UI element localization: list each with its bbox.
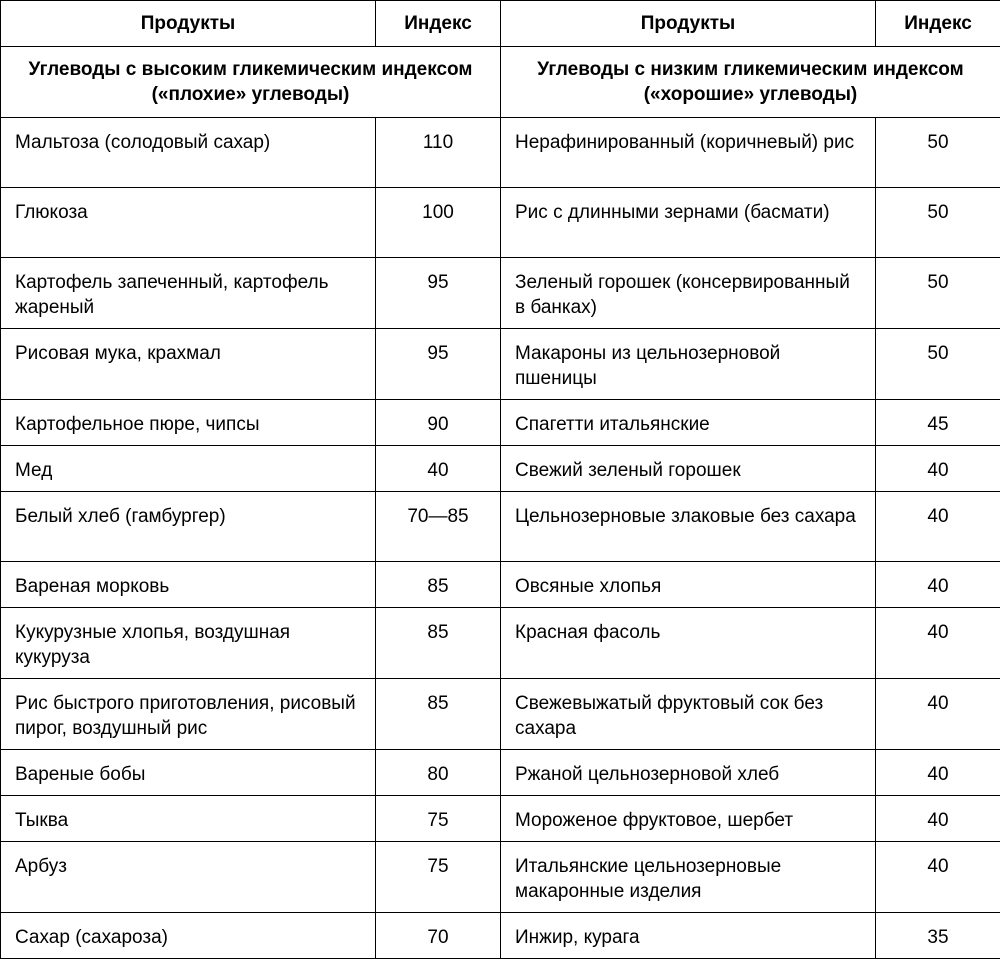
table-row [1,608,1000,679]
section-high-gi: Углеводы с высоким гликемическим индексом («плохие» углеводы) [1,47,501,118]
left-index-cell: 70—85 [376,492,501,562]
table-row [1,796,1000,842]
right-product-cell: Свежий зеленый горошек [501,446,876,492]
header-row [1,1,1000,47]
right-index-cell: 40 [876,679,1000,750]
right-index-cell: 40 [876,446,1000,492]
left-index-cell: 110 [376,118,501,188]
table-row [1,329,1000,400]
left-product-cell: Белый хлеб (гамбургер) [1,492,376,562]
right-product-cell: Мороженое фруктовое, шербет [501,796,876,842]
right-index-cell: 50 [876,329,1000,400]
right-product-cell: Зеленый горошек (консервированный в банках) [501,258,876,329]
table-row [1,750,1000,796]
right-index-cell: 40 [876,796,1000,842]
left-index-cell: 85 [376,608,501,679]
left-product-cell: Рис быстрого приготовления, рисовый пирог, воздушный рис [1,679,376,750]
right-index-cell: 40 [876,750,1000,796]
table-row [1,446,1000,492]
table-row [1,913,1000,959]
section-low-gi: Углеводы с низким гликемическим индексом («хорошие» углеводы) [501,47,1000,118]
left-index-cell: 75 [376,842,501,913]
left-product-cell: Вареная морковь [1,562,376,608]
table-row [1,258,1000,329]
left-index-cell: 85 [376,679,501,750]
col-header-index-left: Индекс [376,1,501,47]
table-row [1,400,1000,446]
col-header-index-right: Индекс [876,1,1000,47]
right-index-cell: 40 [876,842,1000,913]
left-index-cell: 100 [376,188,501,258]
right-index-cell: 45 [876,400,1000,446]
table-row [1,188,1000,258]
right-product-cell: Инжир, курага [501,913,876,959]
right-product-cell: Макароны из цельнозерновой пшеницы [501,329,876,400]
table-row [1,842,1000,913]
section-row [1,47,1000,118]
left-product-cell: Рисовая мука, крахмал [1,329,376,400]
right-product-cell: Нерафинированный (коричневый) рис [501,118,876,188]
left-product-cell: Мальтоза (солодовый сахар) [1,118,376,188]
left-product-cell: Кукурузные хлопья, воздушная кукуруза [1,608,376,679]
right-index-cell: 50 [876,188,1000,258]
right-product-cell: Красная фасоль [501,608,876,679]
right-product-cell: Овсяные хлопья [501,562,876,608]
left-product-cell: Глюкоза [1,188,376,258]
right-index-cell: 40 [876,492,1000,562]
right-product-cell: Ржаной цельнозерновой хлеб [501,750,876,796]
right-index-cell: 50 [876,118,1000,188]
right-product-cell: Рис с длинными зернами (басмати) [501,188,876,258]
col-header-product-right: Продукты [501,1,876,47]
left-product-cell: Картофельное пюре, чипсы [1,400,376,446]
left-product-cell: Вареные бобы [1,750,376,796]
left-index-cell: 85 [376,562,501,608]
left-product-cell: Сахар (сахароза) [1,913,376,959]
left-product-cell: Арбуз [1,842,376,913]
left-product-cell: Тыква [1,796,376,842]
table-row [1,118,1000,188]
left-index-cell: 80 [376,750,501,796]
table-row [1,492,1000,562]
table-row [1,562,1000,608]
right-index-cell: 35 [876,913,1000,959]
left-index-cell: 40 [376,446,501,492]
table-row [1,679,1000,750]
left-index-cell: 75 [376,796,501,842]
right-product-cell: Спагетти итальянские [501,400,876,446]
right-index-cell: 40 [876,562,1000,608]
right-product-cell: Свежевыжатый фруктовый сок без сахара [501,679,876,750]
right-product-cell: Цельнозерновые злаковые без сахара [501,492,876,562]
left-index-cell: 90 [376,400,501,446]
left-index-cell: 95 [376,258,501,329]
left-index-cell: 70 [376,913,501,959]
left-product-cell: Картофель запеченный, картофель жареный [1,258,376,329]
right-product-cell: Итальянские цельнозерновые макаронные изделия [501,842,876,913]
col-header-product-left: Продукты [1,1,376,47]
left-product-cell: Мед [1,446,376,492]
left-index-cell: 95 [376,329,501,400]
right-index-cell: 50 [876,258,1000,329]
right-index-cell: 40 [876,608,1000,679]
